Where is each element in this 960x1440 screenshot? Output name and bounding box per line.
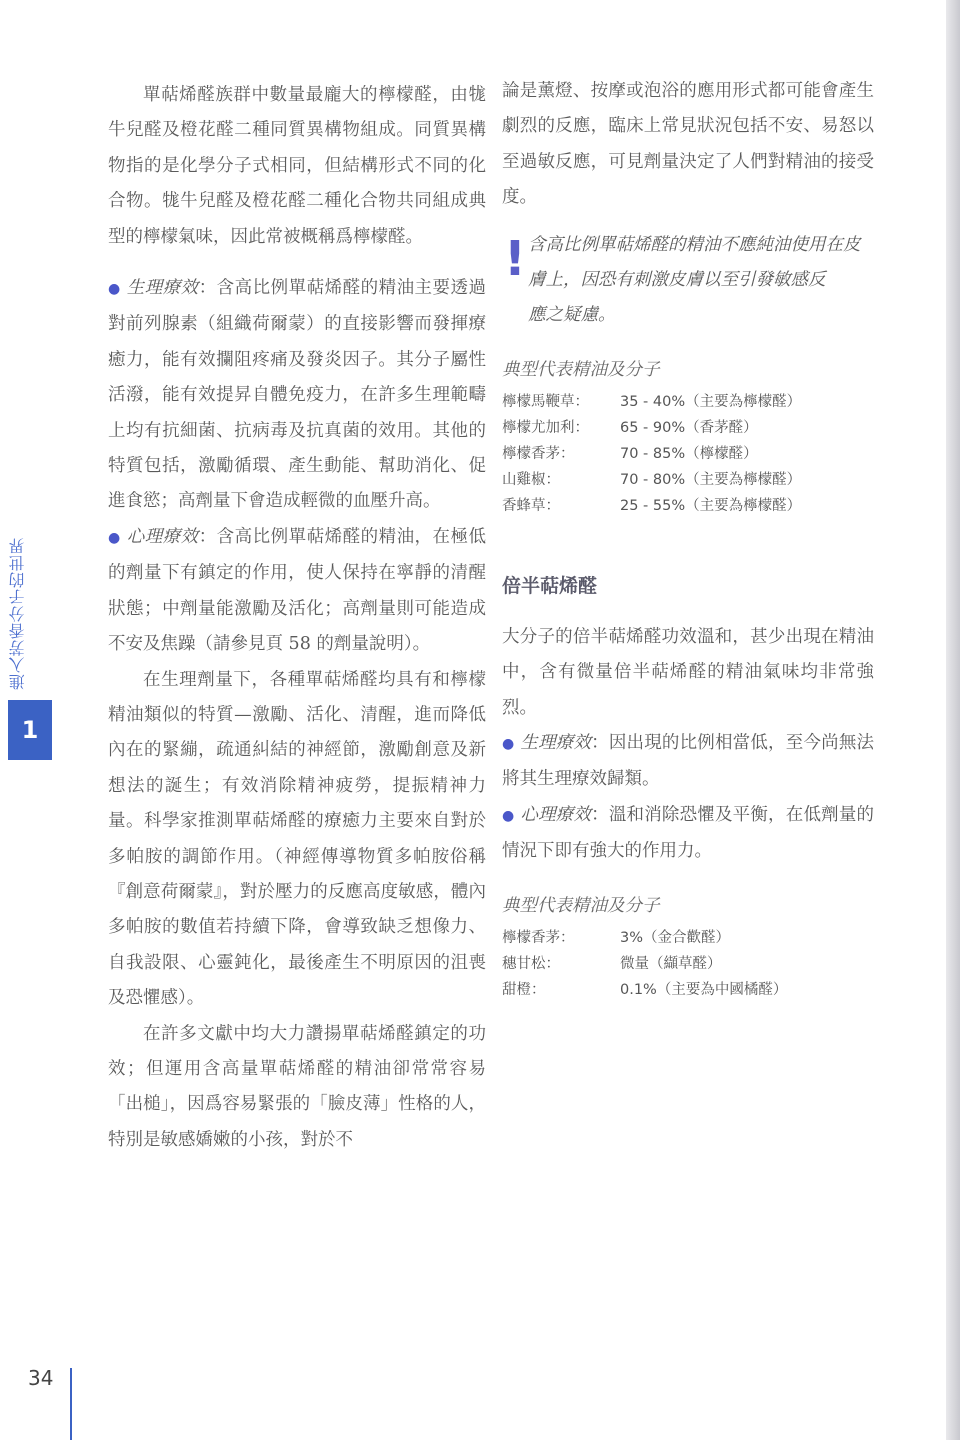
bullet-psychological-effect <box>108 520 486 663</box>
list-item <box>502 951 874 977</box>
oil-value: 0.1%（主要為中國橘醛） <box>620 981 788 998</box>
oil-list-sesquiterpenal <box>502 925 874 1003</box>
paragraph-continued: 論是薰燈、按摩或泡浴的應用形式都可能會產生劇烈的反應，臨床上常見狀況包括不安、易怒以至過敏反應，可見劑量決定了人們對精油的接受度。 <box>502 81 874 208</box>
oil-name: 甜橙： <box>502 981 546 998</box>
oil-value: 微量（纈草醛） <box>620 955 722 972</box>
oil-name: 檸檬尤加利： <box>502 419 589 436</box>
oil-value: 70 - 80%（主要為檸檬醛） <box>620 471 802 488</box>
oil-value: 65 - 90%（香茅醛） <box>620 419 758 436</box>
bullet-text: ：溫和消除恐懼及平衡，在低劑量的情況下即有強大的作用力。 <box>502 804 875 862</box>
bullet-label: 生理療效 <box>520 733 592 754</box>
paragraph-physiological-dose: 在生理劑量下，各種單萜烯醛均具有和檸檬精油類似的特質—激勵、活化、清醒，進而降低內在的緊繃，疏通糾結的神經節，激勵創意及新想法的誕生；有效消除精神疲勞，提振精神力量。科學家推測單萜烯醛的療癒力主要來自對於多帕胺的調節作用。（神經傳導物質多帕胺俗稱『創意荷爾蒙』，對於壓力的反應高度敏感，體內多帕胺的數值若持續下降，會導致缺乏想像力、自我設限、心靈鈍化，最後產生不明原因的沮喪及恐懼感）。 <box>108 669 486 1009</box>
oil-name: 山雞椒： <box>502 471 560 488</box>
list-item <box>502 977 874 1003</box>
oil-name: 香蜂草： <box>502 497 560 514</box>
bullet-label: 心理療效 <box>520 804 592 825</box>
section-title-sesquiterpenal: 倍半萜烯醛 <box>502 574 598 597</box>
oil-name: 檸檬香茅： <box>502 929 575 946</box>
exclamation-icon: ! <box>504 230 526 287</box>
warning-note <box>502 228 874 334</box>
bullet-text: ：含高比例單萜烯醛的精油主要透過對前列腺素（組織荷爾蒙）的直接影響而發揮療癒力，能有效攔阻疼痛及發炎因子。其分子屬性活潑，能有效提昇自體免疫力，在許多生理範疇上均有抗細菌、抗病毒及抗真菌的效用。其他的特質包括，激勵循環、產生動能、幫助消化、促進食慾；高劑量下會造成輕微的血壓升高。 <box>108 278 487 512</box>
bullet-label: 生理療效 <box>126 278 199 299</box>
list-item <box>502 389 874 415</box>
bullet-physiological-effect-b <box>502 726 874 798</box>
chapter-number-tab: 1 <box>8 700 52 760</box>
oil-value: 3%（金合歡醛） <box>620 929 731 946</box>
bullet-label: 心理療效 <box>126 526 199 547</box>
bullet-text: ：含高比例單萜烯醛的精油，在極低的劑量下有鎮定的作用，使人保持在寧靜的清醒狀態；中劑量能激勵及活化；高劑量則可能造成不安及焦躁（請參見頁 58 的劑量說明）。 <box>108 526 487 655</box>
bullet-psychological-effect-b <box>502 798 874 870</box>
bullet-dot-icon: ● <box>108 281 121 298</box>
page-edge-shadow <box>946 0 960 1440</box>
section-heading-representative-oils: 典型代表精油及分子 <box>502 359 660 380</box>
page-number: 34 <box>28 1366 54 1390</box>
warning-text-tail: 應之疑慮。 <box>528 305 616 326</box>
oil-name: 檸檬馬鞭草： <box>502 393 589 410</box>
list-item <box>502 415 874 441</box>
bullet-physiological-effect <box>108 271 486 520</box>
bullet-dot-icon: ● <box>502 736 515 753</box>
paragraph-citral-intro: 單萜烯醛族群中數量最龐大的檸檬醛，由牻牛兒醛及橙花醛二種同質異構物組成。同質異構物指的是化學分子式相同，但結構形式不同的化合物。牻牛兒醛及橙花醛二種化合物共同組成典型的檸檬氣味，因此常被概稱爲檸檬醛。 <box>108 85 486 247</box>
paragraph-literature: 在許多文獻中均大力讚揚單萜烯醛鎮定的功效；但運用含高量單萜烯醛的精油卻常常容易「出槌」，因爲容易緊張的「臉皮薄」性格的人，特別是敏感嬌嫩的小孩，對於不 <box>108 1023 486 1150</box>
list-item <box>502 925 874 951</box>
left-column <box>108 78 486 1158</box>
bullet-dot-icon: ● <box>502 807 515 824</box>
oil-value: 35 - 40%（主要為檸檬醛） <box>620 393 802 410</box>
warning-text: 含高比例單萜烯醛的精油不應純油使用在皮膚上，因恐有刺激皮膚以至引發敏感反 <box>528 234 861 291</box>
right-column <box>502 74 874 1003</box>
oil-list-monoterpenal <box>502 389 874 519</box>
list-item <box>502 493 874 519</box>
oil-name: 檸檬香茅： <box>502 445 575 462</box>
oil-value: 25 - 55%（主要為檸檬醛） <box>620 497 802 514</box>
list-item <box>502 467 874 493</box>
paragraph-sesquiterpenal-intro: 大分子的倍半萜烯醛功效溫和，甚少出現在精油中，含有微量倍半萜烯醛的精油氣味均非常強烈。 <box>502 626 874 718</box>
section-heading-representative-oils-b: 典型代表精油及分子 <box>502 895 660 916</box>
footer-divider <box>70 1368 72 1440</box>
list-item <box>502 441 874 467</box>
bullet-dot-icon: ● <box>108 529 121 546</box>
oil-value: 70 - 85%（檸檬醛） <box>620 445 758 462</box>
bullet-text: ：因出現的比例相當低，至今尚無法將其生理療效歸類。 <box>502 733 875 790</box>
oil-name: 穗甘松： <box>502 955 560 972</box>
chapter-side-title: 進入芳香分子的世界 <box>8 537 27 690</box>
